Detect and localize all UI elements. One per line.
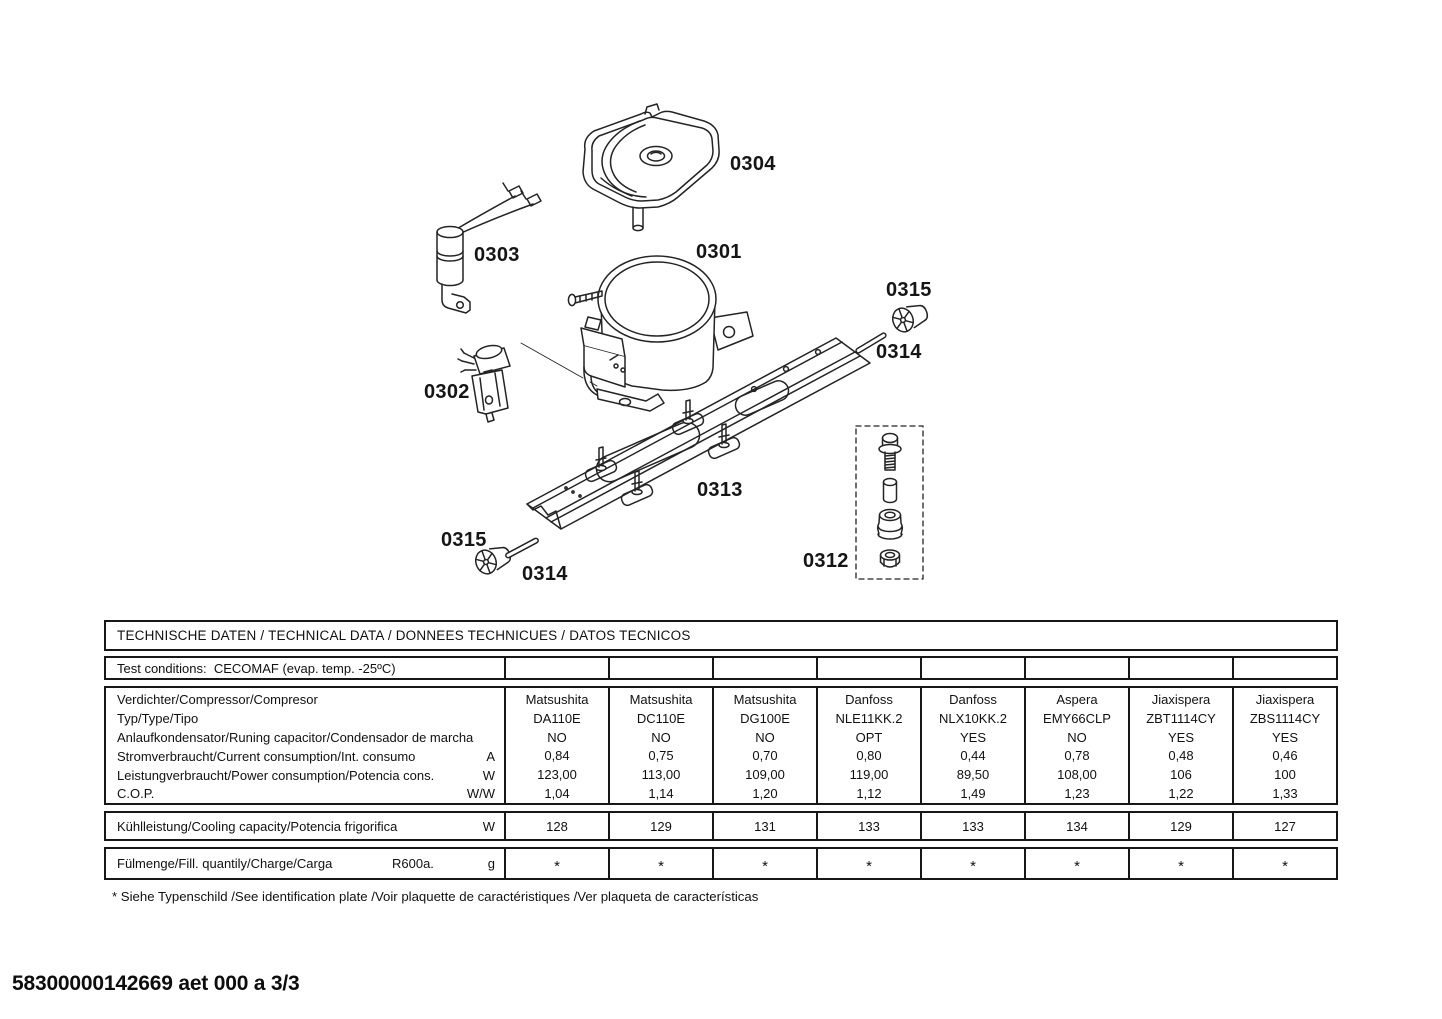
value-cell: 1,20 [752,786,778,802]
part-label-0312: 0312 [803,550,849,572]
cooling-row-label: Kühlleistung/Cooling capacity/Potencia frigorifica W [117,818,495,834]
value-cell: Danfoss [949,691,997,707]
value-cell: 1,04 [544,786,570,802]
value-cell: * [1024,849,1128,878]
value-cell: 0,70 [752,748,778,764]
value-cell: 1,33 [1272,786,1298,802]
value-cell: * [504,849,608,878]
unit: W/W [466,786,495,802]
value-cell: 89,50 [956,767,990,783]
empty-cell [1232,658,1336,678]
value-cell: 1,49 [960,786,986,802]
value-cell: Jiaxispera [1151,691,1211,707]
part-0314-pin-lower-drawing [505,538,539,559]
value-cell: 129 [608,813,712,839]
spec-label-column [106,688,504,803]
value-cell: 1,14 [648,786,674,802]
value-cell: 1,22 [1168,786,1194,802]
empty-cell [712,658,816,678]
value-cell: 134 [1024,813,1128,839]
value-cell: DG100E [740,710,790,726]
unit: W [482,818,495,834]
value-cell: DC110E [636,710,686,726]
value-cell: Danfoss [845,691,893,707]
value-cell: 123,00 [537,767,577,783]
value-cell: YES [1271,729,1298,745]
compressor-column-5 [920,688,1024,803]
value-cell: * [1128,849,1232,878]
value-cell: DA110E [533,710,581,726]
value-cell: * [608,849,712,878]
document-number: 58300000142669 aet 000 a 3/3 [12,972,300,995]
value-cell: 0,75 [648,748,674,764]
empty-cell [1024,658,1128,678]
part-0315-grommet-upper-drawing [889,300,930,335]
fill-quantity-box [104,847,1338,880]
value-cell: 1,23 [1064,786,1090,802]
empty-cell [816,658,920,678]
compressor-column-4 [816,688,920,803]
empty-cell [608,658,712,678]
value-cell: * [816,849,920,878]
compressor-column-3 [712,688,816,803]
value-cell: 0,46 [1272,748,1298,764]
part-label-0314-lower: 0314 [522,563,568,585]
compressor-column-8 [1232,688,1336,803]
value-cell: * [1232,849,1336,878]
value-cell: 133 [816,813,920,839]
value-cell: 106 [1170,767,1192,783]
compressor-column-2 [608,688,712,803]
unit: g [487,856,495,871]
unit: A [486,748,495,764]
refrigerant-type: R600a. [392,856,434,871]
value-cell: 128 [504,813,608,839]
value-cell: NLX10KK.2 [939,710,1007,726]
value-cell: 113,00 [641,767,681,783]
value-cell: OPT [855,729,883,745]
value-cell: YES [959,729,986,745]
part-label-0303: 0303 [474,244,520,266]
value-cell: 0,84 [544,748,570,764]
part-label-0315-lower: 0315 [441,529,487,551]
value-cell: 0,48 [1168,748,1194,764]
value-cell: NO [547,729,567,745]
value-cell: 0,44 [960,748,986,764]
value-cell: 1,12 [856,786,882,802]
part-0304-tray-drawing [583,104,719,231]
unit: W [482,767,495,783]
part-label-0302: 0302 [424,381,470,403]
value-cell: 129 [1128,813,1232,839]
compressor-column-7 [1128,688,1232,803]
value-cell: Matsushita [525,691,589,707]
spec-row-label: Verdichter/Compressor/Compresor [117,691,318,707]
value-cell: YES [1167,729,1194,745]
compressor-column-1 [504,688,608,803]
test-conditions-text: Test conditions: CECOMAF (evap. temp. -25ºC) [117,660,396,676]
value-cell: 100 [1274,767,1296,783]
value-cell: * [920,849,1024,878]
value-cell: Matsushita [733,691,797,707]
compressor-column-6 [1024,688,1128,803]
spec-row-label: Stromverbraucht/Current consumption/Int. consumo A [117,748,495,764]
value-cell: 131 [712,813,816,839]
value-cell: * [712,849,816,878]
footnote: * Siehe Typenschild /See identification plate /Voir plaquette de caractéristiques /Ver plaqueta de características [112,889,759,904]
value-cell: 127 [1232,813,1336,839]
value-cell: NO [755,729,775,745]
spec-row-label: Typ/Type/Tipo [117,710,199,726]
table-title: TECHNISCHE DATEN / TECHNICAL DATA / DONNEES TECHNICUES / DATOS TECNICOS [117,628,691,643]
part-label-0304: 0304 [730,153,776,175]
part-0301-compressor-drawing [568,256,753,411]
spec-row-label: C.O.P. W/W [117,786,495,802]
table-title-box [104,620,1338,651]
value-cell: NLE11KK.2 [835,710,903,726]
value-cell: NO [1067,729,1087,745]
fill-row-label: Fülmenge/Fill. quantily/Charge/Carga R600a. g [117,856,495,871]
value-cell: 119,00 [849,767,889,783]
value-cell: 0,78 [1064,748,1090,764]
spec-row-label: Anlaufkondensator/Runing capacitor/Condensador de marcha [117,729,474,745]
cooling-capacity-box [104,811,1338,841]
spec-row-label: Leistungverbraucht/Power consumption/Potencia cons. W [117,767,495,783]
value-cell: 109,00 [745,767,785,783]
main-spec-box [104,686,1338,805]
value-cell: EMY66CLP [1043,710,1111,726]
value-cell: ZBT1114CY [1146,710,1216,726]
empty-cell [1128,658,1232,678]
part-label-0314-upper: 0314 [876,341,922,363]
value-cell: NO [651,729,671,745]
part-0312-fixing-kit-drawing [856,426,923,579]
test-conditions-box [104,656,1338,680]
part-label-0315-upper: 0315 [886,279,932,301]
value-cell: 0,80 [856,748,882,764]
value-cell: 133 [920,813,1024,839]
technical-data-table [104,620,1338,880]
value-cell: Jiaxispera [1255,691,1315,707]
empty-cell [504,658,608,678]
part-label-0313: 0313 [697,479,743,501]
value-cell: 108,00 [1057,767,1097,783]
value-cell: Aspera [1056,691,1098,707]
empty-cell [920,658,1024,678]
value-cell: Matsushita [629,691,693,707]
part-label-0301: 0301 [696,241,742,263]
value-cell: ZBS1114CY [1249,710,1321,726]
